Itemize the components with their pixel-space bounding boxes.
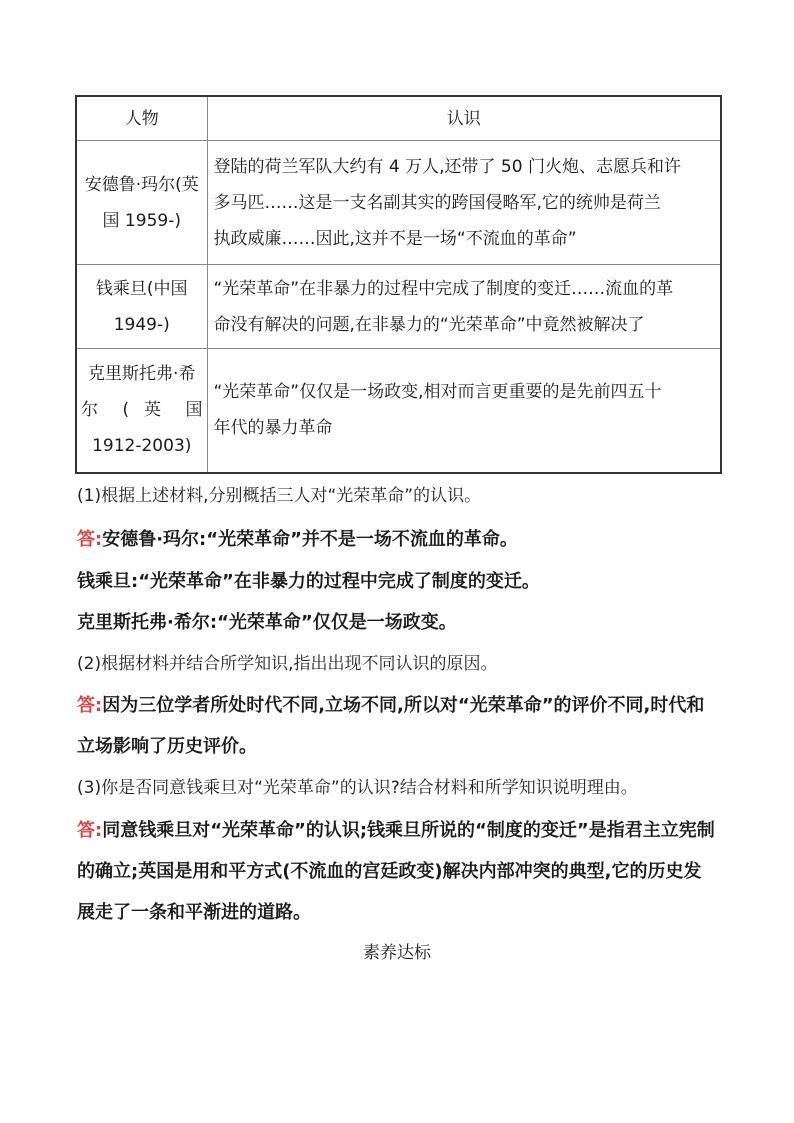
answer-text: 因为三位学者所处时代不同,立场不同,所以对“光荣革命”的评价不同,时代和: [102, 695, 705, 716]
answer-1-line: 钱乘旦:“光荣革命”在非暴力的过程中完成了制度的变迁。: [77, 571, 540, 592]
answer-label: 答:: [77, 695, 103, 716]
header-view: 认识: [207, 96, 721, 141]
answer-label: 答:: [77, 529, 103, 550]
question-3: (3)你是否同意钱乘旦对“光荣革命”的认识?结合材料和所学知识说明理由。: [77, 778, 638, 798]
answer-2-line: [77, 694, 722, 718]
answer-text: 同意钱乘旦对“光荣革命”的认识;钱乘旦所说的“制度的变迁”是指君主立宪制: [102, 820, 715, 841]
view-line: 执政威廉……因此,这并不是一场“不流血的革命”: [213, 228, 577, 249]
table-row: [76, 349, 721, 473]
person-line: 1949-): [113, 314, 170, 335]
person-line: 尔 ( 英 国: [81, 400, 203, 421]
table-row: [76, 265, 721, 349]
answer-1-line: [77, 528, 722, 552]
answer-2-line: 立场影响了历史评价。: [77, 736, 257, 757]
table-header-row: [76, 96, 721, 141]
answer-3-line: 展走了一条和平渐进的道路。: [77, 902, 311, 923]
answer-text: 安德鲁·玛尔:“光荣革命”并不是一场不流血的革命。: [102, 529, 518, 550]
view-line: 登陆的荷兰军队大约有 4 万人,还带了 50 门火炮、志愿兵和许: [213, 156, 681, 177]
view-line: “光荣革命”在非暴力的过程中完成了制度的变迁……流血的革: [213, 278, 674, 299]
answer-3-line: [77, 819, 722, 843]
view-cell: [207, 141, 721, 265]
person-line: 克里斯托弗·希: [88, 364, 196, 385]
answer-1-line: 克里斯托弗·希尔:“光荣革命”仅仅是一场政变。: [77, 612, 457, 633]
view-line: 命没有解决的问题,在非暴力的“光荣革命”中竟然被解决了: [213, 314, 645, 335]
person-line: 安德鲁·玛尔(英: [84, 174, 199, 195]
view-cell: [207, 265, 721, 349]
person-line: 1912-2003): [92, 436, 192, 457]
view-line: 多马匹……这是一支名副其实的跨国侵略军,它的统帅是荷兰: [213, 192, 661, 213]
section-footer-title: 素养达标: [363, 943, 431, 963]
view-line: 年代的暴力革命: [213, 418, 333, 439]
answer-3-line: 的确立;英国是用和平方式(不流血的宫廷政变)解决内部冲突的典型,它的历史发: [77, 861, 702, 882]
answer-label: 答:: [77, 820, 103, 841]
person-line: 国 1959-): [102, 210, 181, 231]
person-cell: [76, 265, 207, 349]
person-line: 钱乘旦(中国: [95, 278, 188, 299]
historians-table: [75, 95, 722, 474]
person-cell: [76, 349, 207, 473]
table-row: [76, 141, 721, 265]
person-cell: [76, 141, 207, 265]
header-person: 人物: [76, 96, 207, 141]
view-cell: [207, 349, 721, 473]
question-2: (2)根据材料并结合所学知识,指出出现不同认识的原因。: [77, 654, 498, 674]
question-1: (1)根据上述材料,分别概括三人对“光荣革命”的认识。: [77, 486, 482, 506]
view-line: “光荣革命”仅仅是一场政变,相对而言更重要的是先前四五十: [213, 382, 662, 403]
